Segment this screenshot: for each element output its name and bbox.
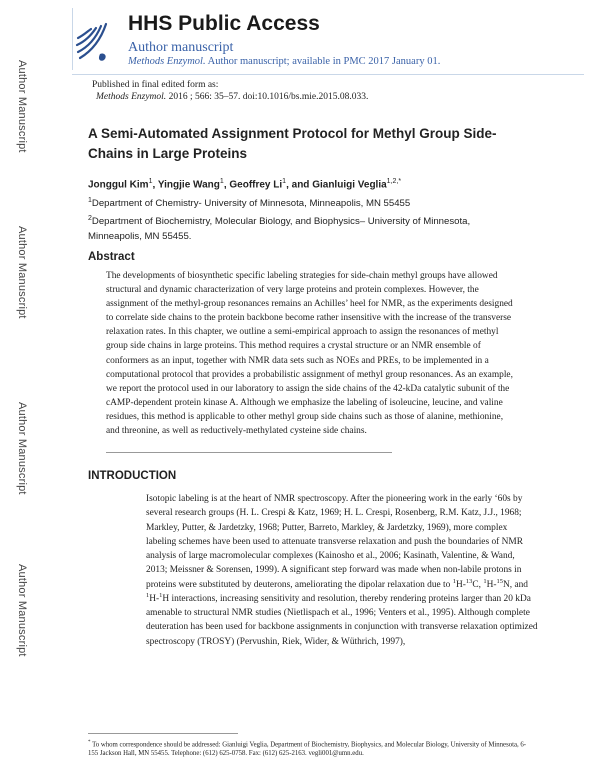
paper-title: A Semi-Automated Assignment Protocol for Methyl Group Side-Chains in Large Proteins — [88, 126, 497, 161]
footnote-text: To whom correspondence should be addressed: Gianluigi Veglia, Department of Biochemistry, Biophysics, and Molecular Biology, University of Minnesota, 6-155 Jackson Hall, MN 55455. Telephone: (612) 625-0758. Fax: (612) 625-2163. vegli001@umn.edu. — [88, 741, 527, 758]
header-divider — [72, 8, 73, 70]
footnote-sup: * — [88, 740, 91, 745]
isotope-sup: 1 — [146, 591, 150, 599]
hhs-title: HHS Public Access — [128, 12, 320, 35]
intro-separator: , — [478, 579, 484, 590]
abstract-text: The developments of biosynthetic specific labeling strategies for side-chain methyl groups have allowed structural and dynamic characterization of very large proteins and protein complexes. However, the assignment of the methyl-group resonances remains an Achilles’ heel for NMR, as the experiments designed to correlate side chains to the protein backbone become rather insensitive with the increase of the transverse relaxation rates. In this chapter, we outline a semi-empirical approach to assign the resonances of methyl group side chains in large proteins. This method requires a crystal structure or an NMR ensemble of conformers as an input, together with NMR data sets such as NOEs and PREs, to be implemented in a computational protocol that provides a probabilistic assignment of methyl group resonances. As an example, we report the protocol used in our laboratory to assign the side chains of the 42-kDa catalytic subunit of the cAMP-dependent protein kinase A. Although we emphasize the labeling of isoleucine, leucine, and valine residues, this method is applicable to other methyl group side chains such as those of alanine, methionine, and threonine, as well as reductively-methylated cysteine side chains. — [106, 271, 513, 437]
author-list: Jonggul Kim$^1$, Yingjie Wang$^1$, Geoffrey Li$^1$, and Gianluigi Veglia$^{1,2,*}$ — [88, 178, 402, 191]
side-label-1: Author Manuscript — [16, 60, 28, 153]
introduction-heading: INTRODUCTION — [88, 470, 177, 482]
author-sup: 1,2,* — [386, 178, 402, 185]
hhs-eagle-logo-icon — [74, 14, 112, 64]
abstract-divider — [106, 452, 392, 453]
author-manuscript-label: Author manuscript — [128, 40, 234, 55]
header-journal: Methods Enzymol. — [128, 56, 206, 67]
footnote-divider — [88, 733, 238, 734]
availability-text: Author manuscript; available in PMC 2017 January 01. — [207, 56, 441, 67]
side-label-3: Author Manuscript — [16, 402, 28, 495]
intro-separator: , and — [509, 579, 528, 590]
intro-text-part1: Isotopic labeling is at the heart of NMR spectroscopy. After the pioneering work in the early ‘60s by several research groups (H. L. Crespi & Katz, 1969; H. L. Crespi, Rosenberg, R.M. Katz, J.J., 1968; Markley, Putter, & Jardetzky, 1968; Putter, Barreto, Markley, & Jardetzky, 1969), more complex labeling schemes have been used to attenuate transverse relaxation and push the boundaries of NMR analysis of large macromolecular complexes (Kainosho et al., 2006; Kasinath, Valentine, & Wand, 2013; Meissner & Sorensen, 1999). A significant step forward was made when non-labile protons in proteins were substituted by deuterons, ameliorating the dipolar relaxation due to — [146, 494, 523, 590]
isotope-text: C — [472, 579, 479, 590]
published-ref: 2016 ; 566: 35–57. doi:10.1016/bs.mie.2015.08.033. — [168, 92, 369, 102]
affiliation-sup: 1 — [88, 197, 92, 204]
isotope-text: H- — [486, 579, 497, 590]
published-journal: Methods Enzymol. — [96, 92, 167, 102]
availability-line — [128, 56, 440, 67]
affiliation-sup: 2 — [88, 215, 92, 222]
author-name: Yingjie Wang — [157, 179, 220, 191]
published-label: Published in final edited form as: — [92, 80, 219, 90]
published-citation — [96, 92, 368, 102]
affiliation-2 — [88, 211, 508, 244]
footnote — [88, 738, 528, 758]
isotope-text: N — [502, 579, 510, 590]
author-sup: 1 — [282, 178, 287, 185]
side-label-4: Author Manuscript — [16, 564, 28, 657]
isotope-text: H- — [455, 579, 466, 590]
affiliation-text: Department of Biochemistry, Molecular Biology, and Biophysics– University of Minnesota, Minneapolis, MN 55455. — [88, 216, 471, 243]
isotope-sup: 13 — [465, 577, 473, 585]
isotope-sup: 1 — [452, 577, 456, 585]
affiliation-text: Department of Chemistry- University of Minnesota, Minneapolis, MN 55455 — [91, 198, 411, 210]
isotope-text: H- — [149, 593, 160, 604]
isotope-text: H — [162, 593, 170, 604]
isotope-sup: 1 — [159, 591, 163, 599]
isotope-sup: 1 — [483, 577, 487, 585]
author-sup: 1 — [148, 178, 153, 185]
side-label-2: Author Manuscript — [16, 226, 28, 319]
author-sup: 1 — [219, 178, 224, 185]
isotope-sup: 15 — [496, 577, 503, 585]
abstract-heading: Abstract — [88, 251, 135, 263]
author-name: Jonggul Kim — [88, 179, 149, 191]
author-name: Gianluigi Veglia — [312, 179, 387, 191]
author-name: Geoffrey Li — [229, 179, 283, 191]
introduction-text — [146, 492, 538, 649]
intro-text-part2: interactions, increasing sensitivity and resolution, thereby rendering proteins larger than 20 kDa amenable to structural NMR studies (Nietlispach et al., 1996; Venters et al., 1995). Although complete deuteration has been used for backbone assignments in conjunction with transverse relaxation optimized spectroscopy (TROSY) (Pervushin, Riek, Wider, & Wüthrich, 1997), — [146, 593, 538, 647]
affiliation-1 — [88, 193, 538, 211]
header-rule — [72, 74, 584, 75]
